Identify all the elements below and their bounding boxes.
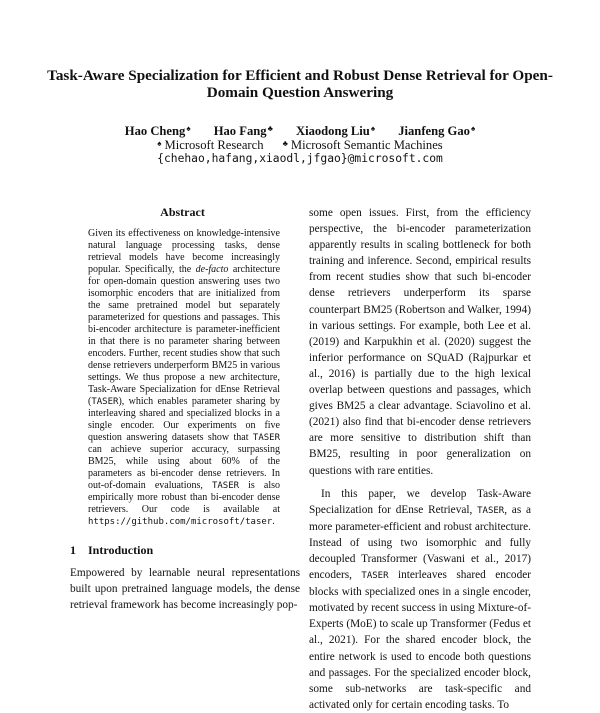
- abstract-taser-name: Task-Aware Specialization for dEnse Retrieval: [88, 384, 280, 395]
- affiliation-mark: ♣: [282, 139, 288, 148]
- affiliation-mark: ♠: [370, 124, 376, 133]
- affiliation-name: Microsoft Research: [164, 138, 264, 152]
- author-name-text: Jianfeng Gao: [398, 124, 470, 138]
- abstract-taser-abbr: TASER: [252, 433, 280, 443]
- introduction-text: Empowered by learnable neural representations built upon pretrained language models, the dense retrieval framework has become increasingly pop-: [70, 567, 300, 611]
- section-title: Introduction: [88, 543, 154, 557]
- affiliation-mark: ♠: [470, 124, 476, 133]
- abstract-text: can achieve superior accuracy, surpassing BM25, while using about 60% of the parameters as bi-encoder dense retrievers. In out-of-domain evaluations,: [88, 444, 280, 491]
- taser-abbr: TASER: [477, 505, 505, 516]
- body-paragraph: some open issues. First, from the efficiency perspective, the bi-encoder parameterization apparently results in scaling bottleneck for both training and inference. Second, empirical results from recent studies show that such bi-encoder dense retrievers underperform its sparse counterpart BM25 (Robertson and Walker, 1994) in various settings. For example, both Lee et al. (2019) and Karpukhin et al. (2020) suggest the inferior performance on SQuAD (Rajpurkar et al., 2016) is partially due to the high lexical overlap between questions and passages, which gives BM25 a clear advantage. Sciavolino et al. (2021) also find that bi-encoder dense retrievers are more sensitive to distribution shift than BM25, resulting in poor generalization on questions with rare entities.: [309, 207, 531, 477]
- affiliation-name: Microsoft Semantic Machines: [290, 138, 443, 152]
- affiliation-mark: ♠: [157, 139, 162, 148]
- abstract-taser-abbr: TASER: [211, 481, 240, 491]
- author-name-text: Xiaodong Liu: [295, 124, 370, 138]
- abstract-emphasis: de-facto: [195, 264, 229, 275]
- body-paragraph: [309, 486, 531, 713]
- right-column: [309, 205, 531, 713]
- affiliation-mark: ♠: [186, 124, 191, 133]
- affiliation: [157, 138, 263, 152]
- author-name-text: Hao Fang: [213, 124, 267, 138]
- abstract-text: is also empirically more robust than bi-encoder dense retrievers. Our code is available at: [88, 480, 280, 515]
- affiliation-mark: ♣: [267, 124, 273, 133]
- abstract-text: , which enables parameter sharing by interleaving shared and specialized blocks in a single encoder. Our experiments on five question answering datasets show that: [88, 396, 280, 443]
- body-text: interleaves shared encoder blocks with specialized ones in a single encoder, motivated by recent success in using Mixture-of-Experts (MoE) to scale up Transformer (Fedus et al., 2021). For the shared encoder block, the entire network is used to encode both questions and passages. For the specialized encoder block, some sub-networks are task-specific and activated only for certain encoding tasks. To: [309, 569, 532, 711]
- author-emails: {chehao,hafang,xiaodl,jfgao}@microsoft.com: [157, 152, 443, 165]
- section-heading: [70, 543, 300, 558]
- paper-title: Task-Aware Specialization for Efficient and Robust Dense Retrieval for Open-Domain Question Answering: [47, 67, 553, 101]
- body-text: In this paper, we develop Task-Aware Specialization for dEnse Retrieval,: [309, 487, 531, 516]
- taser-abbr: TASER: [361, 571, 389, 582]
- abstract-text: Given its effectiveness on knowledge-intensive natural language processing tasks, dense retrieval models have become increasingly popular. Specifically, the: [88, 228, 280, 275]
- affiliation: [283, 138, 443, 152]
- abstract-text: .: [272, 516, 275, 527]
- code-url-link[interactable]: https://github.com/microsoft/taser: [88, 517, 273, 527]
- body-text: , as a more parameter-efficient and robust architecture. Instead of using two isomorphic and fully decoupled Transformer (Vaswani et al., 2017) encoders,: [309, 503, 532, 582]
- abstract-heading: Abstract: [160, 205, 205, 219]
- abstract-body: Given its effectiveness on knowledge-intensive natural language processing tasks, dense retrieval models have become increasingly popular. Specifically, the de-facto architecture for open-domain question answering uses two isomorphic encoders that are initialized from the same pretrained model but separately parameterized for questions and passages. This bi-encoder architecture is parameter-inefficient in that there is no parameter sharing between encoders. Further, recent studies show that such dense retrievers underperform BM25 in various settings. We thus propose a new architecture, Task-Aware Specialization for dEnse Retrieval (TASER), which enables parameter sharing by interleaving shared and specialized blocks in a single encoder. Our experiments on five question answering datasets show that TASER can achieve superior accuracy, surpassing BM25, while using about 60% of the parameters as bi-encoder dense retrievers. In out-of-domain evaluations, TASER is also empirically more robust than bi-encoder dense retrievers. Our code is available at https://github.com/microsoft/taser.: [88, 228, 281, 527]
- section-number: 1: [70, 543, 76, 557]
- author-name-text: Hao Cheng: [124, 124, 186, 138]
- abstract-taser-abbr: TASER: [91, 397, 119, 407]
- abstract-text: architecture for open-domain question answering uses two isomorphic encoders that are initialized from the same pretrained model but separately parameterized for questions and passages. This bi-encoder architecture is parameter-inefficient in that there is no parameter sharing between encoders. Further, recent studies show that such dense retrievers underperform BM25 in various settings. We thus propose a new architecture,: [88, 264, 281, 383]
